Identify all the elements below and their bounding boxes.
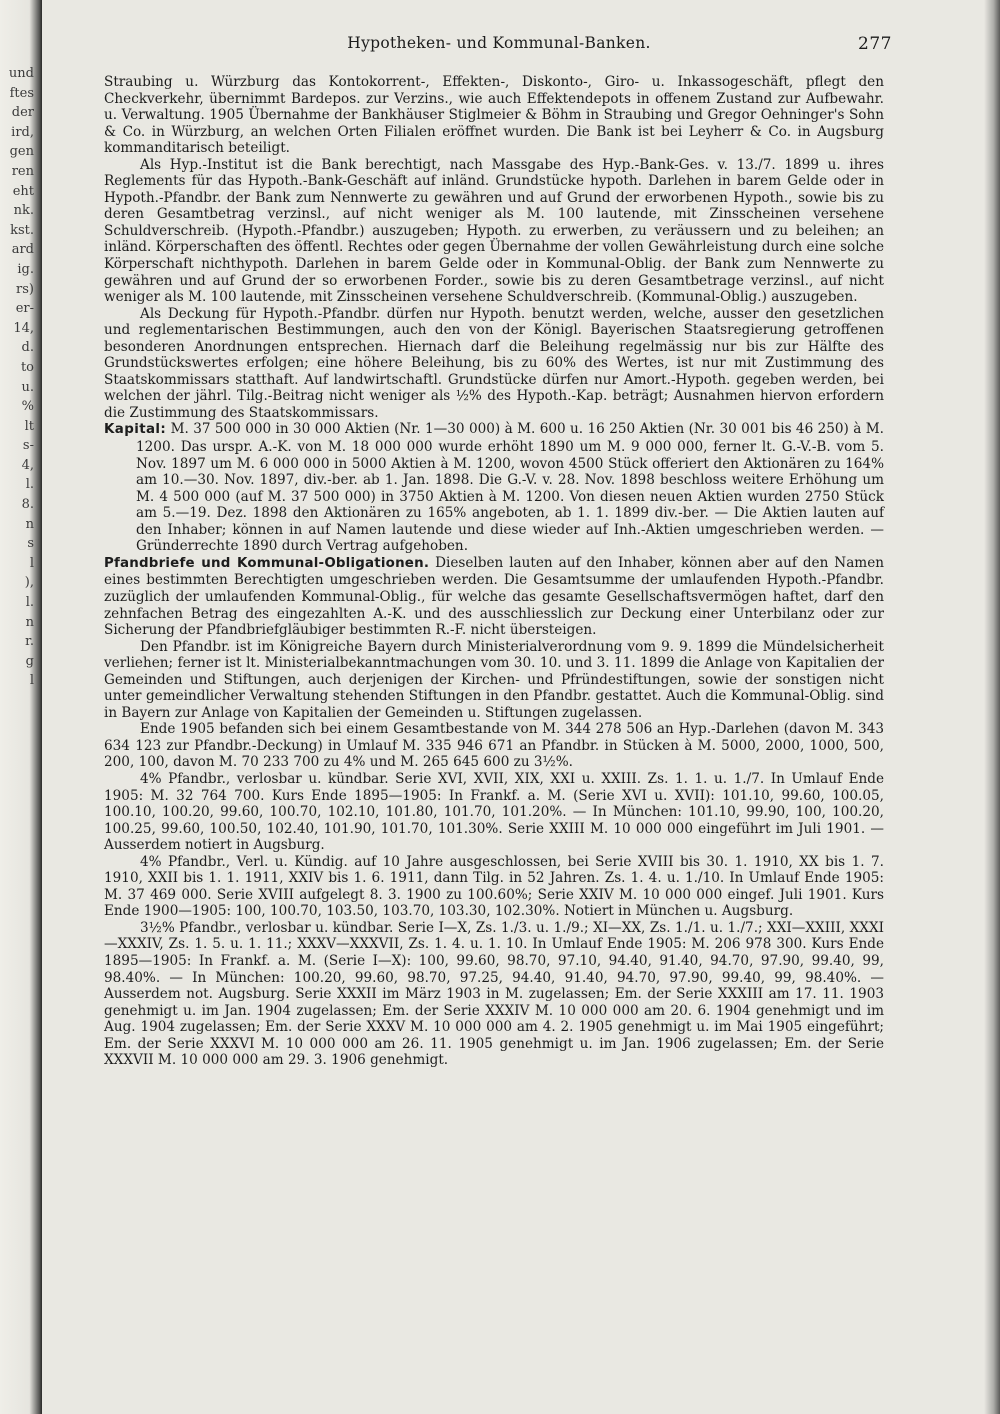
gutter-fragment: l bbox=[29, 555, 34, 571]
gutter-fragment: lt bbox=[24, 418, 34, 434]
gutter-fragment: ard bbox=[11, 242, 34, 258]
gutter-fragment: 4, bbox=[21, 457, 34, 473]
page-body bbox=[104, 74, 884, 1069]
gutter-fragment: n bbox=[25, 516, 34, 532]
page-edge-shadow bbox=[984, 0, 1000, 1414]
section-pfandbriefe bbox=[104, 555, 884, 639]
facing-page-gutter bbox=[0, 0, 42, 1414]
paragraph-bestand-1905: Ende 1905 befanden sich bei einem Gesamtbestande von M. 344 278 506 an Hyp.-Darlehen (davon M. 343 634 123 zur Pfandbr.-Deckung) in Umlauf M. 335 946 671 an Pfandbr. in Stücken à M. 5000, 2000, 1000, 500, 200, 100, davon M. 70 233 700 zu 4% und M. 265 645 600 zu 3½%. bbox=[104, 721, 884, 771]
gutter-fragment: eht bbox=[12, 183, 34, 199]
section-kapital bbox=[104, 421, 884, 554]
paragraph-3-5pct: 3½% Pfandbr., verlosbar u. kündbar. Serie I—X, Zs. 1./3. u. 1./9.; XI—XX, Zs. 1./1. u. 1./7.; XXI—XXIII, XXXI—XXXIV, Zs. 1. 5. u. 1. 11.; XXXV—XXXVII, Zs. 1. 4. u. 1. 10. In Umlauf Ende 1905: M. 206 978 300. Kurs Ende 1895—1905: In Frankf. a. M. (Serie I—X): 100, 99.60, 98.70, 97.10, 94.40, 91.40, 94.70, 97.90, 99.40, 99, 98.40%. — In München: 100.20, 99.60, 98.70, 97.25, 94.40, 91.40, 94.70, 97.90, 99.40, 99, 98.40%. — Ausserdem not. Augsburg. Serie XXXII im März 1903 in M. zugelassen; Em. der Serie XXXIII am 17. 11. 1903 genehmigt u. im Jan. 1904 zugelassen; Em. der Serie XXXIV M. 10 000 000 am 20. 6. 1904 genehmigt und im Aug. 1904 zugelassen; Em. der Serie XXXV M. 10 000 000 am 4. 2. 1905 genehmigt u. im Mai 1905 eingeführt; Em. der Serie XXXVI M. 10 000 000 am 26. 11. 1905 genehmigt u. im Jan. 1906 zugelassen; Em. der Serie XXXVII M. 10 000 000 am 29. 3. 1906 genehmigt. bbox=[104, 919, 884, 1069]
gutter-fragment: ftes bbox=[9, 85, 34, 101]
paragraph-muendelsicherheit: Den Pfandbr. ist im Königreiche Bayern durch Ministerialverordnung vom 9. 9. 1899 die Mündelsicherheit verliehen; ferner ist lt. Ministerialbekanntmachungen vom 30. 10. und 3. 11. 1899 die Anlage von Kapitalien der Gemeinden und Stiftungen, auch derjenigen der Kirchen- und Pfründestiftungen, sowie der sonstigen nicht unter gemeindlicher Verwaltung stehenden Stiftungen in den Pfandbr. gestattet. Auch die Kommunal-Oblig. sind in Bayern zur Anlage von Kapitalien der Gemeinden u. Stiftungen zugelassen. bbox=[104, 638, 884, 721]
gutter-fragment: u. bbox=[21, 379, 34, 395]
gutter-fragment: r. bbox=[25, 634, 34, 650]
gutter-fragment: g bbox=[25, 653, 34, 669]
gutter-fragment: der bbox=[11, 105, 34, 121]
gutter-fragment: l. bbox=[25, 477, 34, 493]
gutter-fragment: ird, bbox=[11, 124, 34, 140]
gutter-fragment: n bbox=[25, 614, 34, 630]
paragraph-coverage-rules: Als Deckung für Hypoth.-Pfandbr. dürfen nur Hypoth. benutzt werden, welche, ausser den gesetzlichen und reglementarischen Bestimmungen, auch den von der Königl. Bayerischen Staatsregierung getroffenen besonderen Anordnungen entsprechen. Hiernach darf die Beleihung regelmässig nur bis zur Hälfte des Grundstückswertes erfolgen; eine höhere Beleihung, bis zu 60% des Wertes, ist nur mit Zustimmung des Staatskommissars statthaft. Auf landwirtschaftl. Grundstücke dürfen nur Amort.-Hypoth. gegeben werden, bei welchen der jährl. Tilg.-Beitrag nicht weniger als ½% des Hypoth.-Kap. beträgt; Ausnahmen hiervon erfordern die Zustimmung des Staatskommissars. bbox=[104, 305, 884, 421]
gutter-fragment: ), bbox=[24, 575, 34, 591]
running-title: Hypotheken- und Kommunal-Banken. bbox=[347, 34, 651, 52]
gutter-fragment: und bbox=[8, 66, 34, 81]
kapital-text: M. 37 500 000 in 30 000 Aktien (Nr. 1—30 000) à M. 600 u. 16 250 Aktien (Nr. 30 001 bis 46 250) à M. 1200. Das urspr. A.-K. von M. 18 000 000 wurde erhöht 1890 um M. 9 000 000, ferner lt. G.-V.-B. vom 5. Nov. 1897 um M. 6 000 000 in 5000 Aktien à M. 1200, wovon 4500 Stück offeriert den Aktionären zu 164% am 10.—30. Nov. 1897, div.-ber. ab 1. Jan. 1898. Die G.-V. v. 28. Nov. 1898 beschloss weitere Erhöhung um M. 4 500 000 (auf M. 37 500 000) in 3750 Aktien à M. 1200. Von diesen neuen Aktien wurden 2750 Stück am 5.—19. Dez. 1898 den Aktionären zu 165% angeboten, ab 1. 1. 1899 div.-ber. — Die Aktien lauten auf den Inhaber; können in auf Namen lautende und diese wieder auf Inh.-Aktien umgeschrieben werden. — Gründerrechte 1890 durch Vertrag aufgehoben. bbox=[136, 421, 884, 555]
pfandbriefe-heading: Pfandbriefe und Kommunal-Obligationen. bbox=[104, 555, 430, 571]
gutter-fragment: 14, bbox=[13, 320, 34, 336]
gutter-fragment: nk. bbox=[13, 203, 34, 219]
gutter-fragment: s bbox=[27, 536, 34, 552]
gutter-fragment: kst. bbox=[10, 222, 34, 238]
kapital-heading: Kapital: bbox=[104, 422, 167, 438]
paragraph-mortgage-institute: Als Hyp.-Institut ist die Bank berechtigt, nach Massgabe des Hyp.-Bank-Ges. v. 13./7. 1899 u. ihres Reglements für das Hypoth.-Bank-Geschäft auf inländ. Grundstücke hypoth. Darlehen in barem Gelde oder in Hypoth.-Pfandbr. der Bank zum Nennwerte zu gewähren und auf Grund der erworbenen Hypoth., sowie bis zu deren Gesamtbetrag verzinsl., auf nicht weniger als M. 100 lautende, mit Zinsscheinen versehene Schuldverschreib. (Hypoth.-Pfandbr.) auszugeben; Hypoth. zu erwerben, zu veräussern und zu beleihen; an inländ. Körperschaften des öffentl. Rechtes oder gegen Übernahme der vollen Gewährleistung durch eine solche Körperschaft nichthypoth. Darlehen in barem Gelde oder in Kommunal-Oblig. der Bank zum Nennwerte zu gewähren und auf Grund der so erworbenen Forder., sowie bis zu deren Gesamtbetrage verzinsl., auf nicht weniger als M. 100 lautende, mit Zinsscheinen versehene Schuldverschreib. (Kommunal-Oblig.) auszugeben. bbox=[104, 156, 884, 306]
gutter-fragment: er- bbox=[15, 301, 34, 317]
pfandbriefe-text: Dieselben lauten auf den Inhaber, können aber auf den Namen eines bestimmten Berechtigten umgeschrieben werden. Die Gesamtsumme der umlaufenden Hypoth.-Pfandbr. zuzüglich der umlaufenden Kommunal-Oblig., für welche das gesamte Gesellschaftsvermögen haftet, darf den zehnfachen Betrag des eingezahlten A.-K. und des ausschliesslich zur Deckung einer Unterbilanz oder zur Sicherung der Pfandbriefgläubiger bestimmten R.-F. nicht übersteigen. bbox=[104, 554, 884, 639]
gutter-fragment: gen bbox=[9, 144, 34, 160]
gutter-fragment: % bbox=[21, 399, 34, 415]
page-header bbox=[106, 34, 892, 56]
gutter-fragment: 8. bbox=[21, 497, 34, 513]
gutter-fragment: l. bbox=[25, 595, 34, 611]
paragraph-4pct-kuendig: 4% Pfandbr., Verl. u. Kündig. auf 10 Jahre ausgeschlossen, bei Serie XVIII bis 30. 1. 1910, XX bis 1. 7. 1910, XXII bis 1. 1. 1911, XXIV bis 1. 6. 1911, dann Tilg. in 52 Jahren. Zs. 1. 4. u. 1./10. In Umlauf Ende 1905: M. 37 469 000. Serie XVIII aufgelegt 8. 3. 1900 zu 100.60%; Serie XXIV M. 10 000 000 eingef. Juli 1901. Kurs Ende 1900—1905: 100, 100.70, 103.50, 103.70, 103.30, 102.30%. Notiert in München u. Augsburg. bbox=[104, 853, 884, 920]
gutter-fragment: s- bbox=[22, 438, 34, 454]
gutter-fragment: to bbox=[20, 359, 34, 375]
gutter-fragment: ren bbox=[11, 163, 34, 179]
gutter-fragment: l bbox=[29, 673, 34, 689]
gutter-fragment: d. bbox=[21, 340, 34, 356]
gutter-fragment: ig. bbox=[17, 261, 34, 277]
paragraph-4pct-verlosbar: 4% Pfandbr., verlosbar u. kündbar. Serie XVI, XVII, XIX, XXI u. XXIII. Zs. 1. 1. u. 1./7. In Umlauf Ende 1905: M. 32 764 700. Kurs Ende 1895—1905: In Frankf. a. M. (Serie XVI u. XVII): 101.10, 99.60, 100.05, 100.10, 100.20, 99.60, 100.70, 102.10, 101.80, 101.70, 101.20%. — In München: 101.10, 99.90, 100, 100.20, 100.25, 99.60, 100.50, 102.40, 101.90, 101.70, 101.30%. Serie XXIII M. 10 000 000 eingeführt im Juli 1901. — Ausserdem notiert in Augsburg. bbox=[104, 770, 884, 854]
facing-page-text-fragments bbox=[0, 64, 34, 691]
paragraph-business-scope: Straubing u. Würzburg das Kontokorrent-, Effekten-, Diskonto-, Giro- u. Inkassogeschäft, pflegt den Checkverkehr, übernimmt Bardepos. zur Verzins., wie auch Effektendepots in offenem Zustand zur Aufbewahr. u. Verwaltung. 1905 Übernahme der Bankhäuser Stiglmeier & Böhm in Straubing und Gregor Oehninger's Sohn & Co. in Würzburg, an welchen Orten Filialen eröffnet wurden. Die Bank ist bei Leyherr & Co. in Augsburg kommanditarisch beteiligt. bbox=[104, 74, 884, 157]
gutter-fragment: rs) bbox=[16, 281, 34, 297]
page-number: 277 bbox=[858, 34, 892, 54]
